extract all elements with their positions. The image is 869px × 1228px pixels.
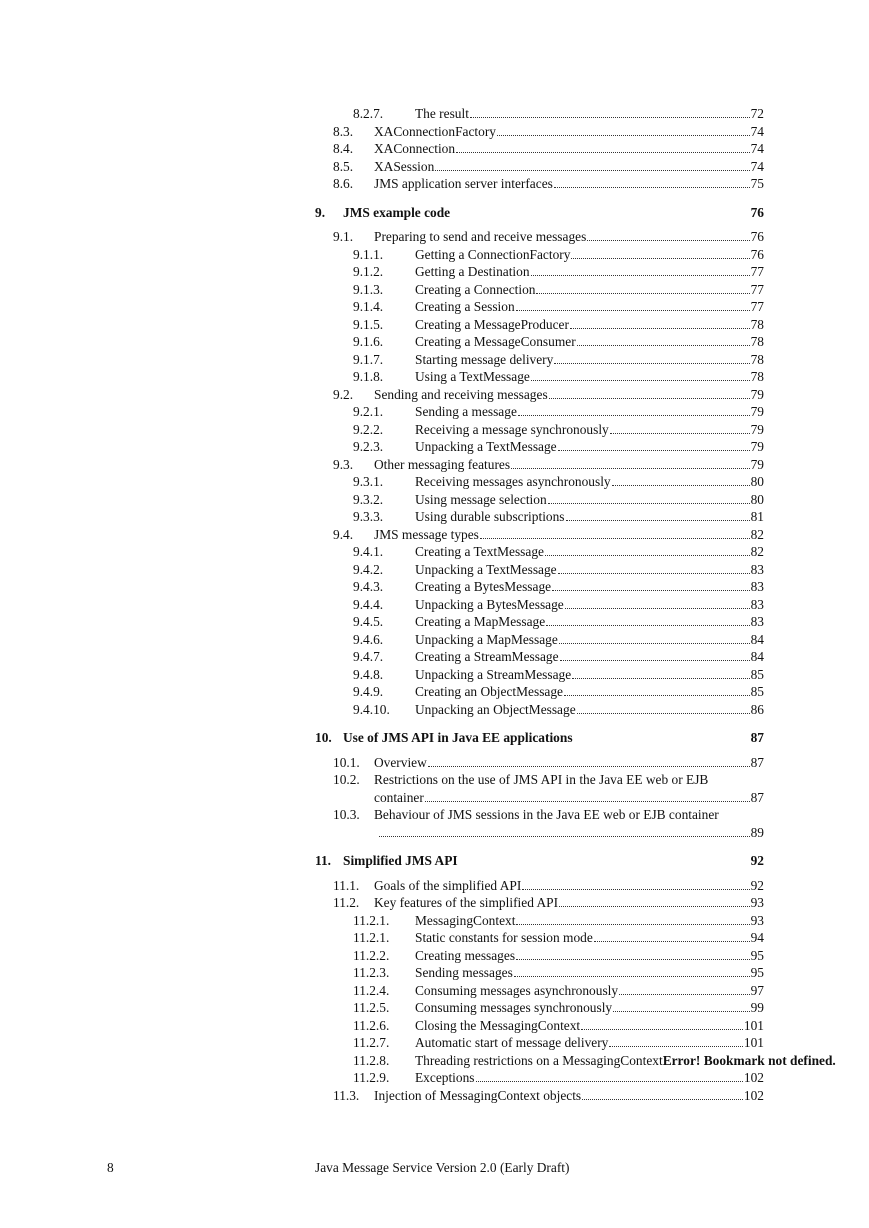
toc-dot-leader	[577, 344, 750, 346]
toc-page-number: 74	[750, 158, 764, 174]
toc-page-number: 101	[743, 1017, 764, 1033]
toc-entry-number: 9.1.8.	[353, 369, 384, 384]
toc-entry-number: 9.2.	[333, 386, 354, 402]
toc-entry-title: Other messaging features	[374, 456, 511, 472]
toc-dot-leader	[480, 537, 750, 539]
toc-entry-title: Overview	[374, 754, 427, 770]
toc-entry-number: 11.2.4.	[353, 982, 390, 998]
toc-entry-title: Exceptions	[415, 1070, 475, 1085]
toc-page-number: 81	[750, 509, 764, 524]
toc-page-number: 86	[750, 701, 764, 717]
toc-entry-number: 9.4.2.	[353, 561, 384, 577]
toc-entry[interactable]	[0, 596, 869, 614]
toc-entry[interactable]	[0, 316, 869, 334]
toc-entry-title: Simplified JMS API	[343, 853, 458, 868]
toc-page-number: 77	[750, 264, 764, 279]
toc-entry[interactable]	[0, 368, 869, 386]
toc-entry[interactable]	[0, 578, 869, 596]
toc-page-number: 87	[750, 789, 764, 805]
toc-section-heading[interactable]	[0, 204, 869, 222]
toc-page-number: 85	[750, 684, 764, 699]
toc-entry[interactable]	[0, 386, 869, 404]
toc-entry-number: 11.2.7.	[353, 1035, 390, 1050]
toc-page-number: 79	[750, 386, 764, 402]
toc-dot-leader	[476, 1080, 743, 1082]
toc-page-number: 79	[750, 439, 764, 454]
toc-entry-number: 8.6.	[333, 176, 354, 191]
toc-entry-number: 11.2.1.	[353, 912, 390, 928]
toc-dot-leader	[456, 151, 750, 153]
toc-entry-number: 11.2.1.	[353, 930, 390, 945]
toc-dot-leader	[558, 449, 750, 451]
toc-entry-number: 9.4.6.	[353, 631, 384, 647]
toc-dot-leader	[572, 677, 749, 679]
toc-entry-title: Starting message delivery	[415, 351, 554, 367]
toc-page-number: 89	[750, 824, 764, 840]
toc-page-number: 78	[750, 334, 764, 349]
toc-entry[interactable]	[0, 666, 869, 684]
toc-dot-leader	[522, 888, 749, 890]
toc-entry-title: Consuming messages asynchronously	[415, 982, 619, 998]
toc-page-number: 92	[750, 853, 764, 868]
toc-dot-leader	[516, 309, 750, 311]
toc-dot-leader	[514, 975, 750, 977]
toc-dot-leader	[516, 923, 749, 925]
toc-entry[interactable]	[0, 964, 869, 982]
toc-entry-title: Preparing to send and receive messages	[374, 229, 587, 244]
toc-entry[interactable]	[0, 561, 869, 579]
toc-entry[interactable]	[0, 473, 869, 491]
toc-entry-number: 9.4.9.	[353, 684, 384, 699]
toc-page-number: 77	[750, 299, 764, 314]
toc-entry-number: 9.1.3.	[353, 281, 384, 297]
toc-entry-number: 10.	[315, 730, 332, 745]
toc-entry-number: 9.1.5.	[353, 316, 384, 332]
toc-entry[interactable]	[0, 403, 869, 421]
toc-page-number: 80	[750, 491, 764, 507]
toc-entry-number: 9.4.8.	[353, 666, 384, 682]
toc-dot-leader	[581, 1028, 743, 1030]
toc-entry-number: 11.3.	[333, 1087, 360, 1103]
toc-page-number: 82	[750, 526, 764, 542]
toc-entry-number: 10.1.	[333, 754, 360, 770]
toc-entry[interactable]	[0, 123, 869, 141]
toc-dot-leader	[564, 694, 750, 696]
toc-page-number: 99	[750, 1000, 764, 1015]
toc-dot-leader	[531, 379, 750, 381]
toc-entry[interactable]	[0, 333, 869, 351]
toc-page-number: 93	[750, 895, 764, 910]
toc-page-number: 76	[750, 204, 764, 220]
toc-entry-number: 9.1.	[333, 229, 354, 244]
toc-entry[interactable]	[0, 158, 869, 176]
toc-entry-number: 8.3.	[333, 123, 354, 139]
toc-bookmark-error: Error! Bookmark not defined.	[662, 1052, 836, 1068]
toc-page-number: 97	[750, 982, 764, 998]
toc-entry-title: Static constants for session mode	[415, 930, 593, 945]
toc-dot-leader	[582, 1098, 743, 1100]
toc-entry-title: Creating a MessageProducer	[415, 316, 569, 332]
toc-page-number: 79	[750, 404, 764, 419]
toc-page-number: 83	[750, 614, 764, 629]
toc-entry-title: Creating messages	[415, 947, 516, 963]
toc-page-number: 84	[750, 649, 764, 664]
toc-dot-leader	[577, 712, 750, 714]
toc-entry[interactable]	[0, 438, 869, 456]
toc-entry-title: Creating an ObjectMessage	[415, 684, 563, 699]
footer-page-number: 8	[107, 1160, 114, 1175]
toc-entry-number: 8.5.	[333, 158, 354, 174]
toc-entry[interactable]	[0, 683, 869, 701]
toc-entry-number: 11.1.	[333, 877, 360, 893]
toc-dot-leader	[554, 186, 750, 188]
toc-entry-title: JMS example code	[343, 204, 451, 220]
toc-dot-leader	[566, 519, 750, 521]
toc-entry[interactable]	[0, 1017, 869, 1035]
toc-entry-number: 9.3.3.	[353, 509, 384, 524]
toc-page-number: 101	[743, 1035, 764, 1050]
toc-entry-number: 10.2.	[333, 772, 360, 787]
toc-entry-number: 9.3.2.	[353, 491, 384, 507]
toc-entry-number: 9.2.3.	[353, 439, 384, 454]
toc-entry-title: MessagingContext	[415, 912, 516, 928]
toc-entry-number: 9.1.4.	[353, 299, 384, 314]
toc-page-number: 95	[750, 947, 764, 963]
toc-page-number: 74	[750, 123, 764, 139]
toc-entry-title: XASession	[374, 158, 435, 174]
toc-dot-leader	[546, 624, 749, 626]
toc-dot-leader	[545, 554, 750, 556]
toc-dot-leader	[559, 905, 750, 907]
toc-entry-title: Unpacking a BytesMessage	[415, 596, 564, 612]
toc-entry-title: The result	[415, 106, 469, 121]
toc-entry-number: 9.4.3.	[353, 579, 384, 594]
toc-entry-number: 11.2.	[333, 895, 360, 910]
toc-dot-leader	[559, 642, 750, 644]
toc-dot-leader	[565, 607, 750, 609]
toc-entry[interactable]	[0, 701, 869, 719]
toc-entry[interactable]	[0, 806, 869, 824]
toc-entry[interactable]	[0, 631, 869, 649]
toc-dot-leader	[548, 502, 750, 504]
toc-entry[interactable]	[0, 543, 869, 561]
toc-entry-title: Automatic start of message delivery	[415, 1035, 609, 1050]
toc-dot-leader	[554, 362, 749, 364]
toc-entry[interactable]	[0, 456, 869, 474]
toc-entry[interactable]	[0, 894, 869, 912]
page-footer	[0, 1158, 869, 1178]
toc-entry-title: Sending a message	[415, 404, 517, 419]
toc-page-number: 83	[750, 596, 764, 612]
toc-entry[interactable]	[0, 246, 869, 264]
toc-entry-title: JMS message types	[374, 526, 479, 542]
toc-page-number: 83	[750, 579, 764, 594]
toc-entry[interactable]	[0, 175, 869, 193]
toc-entry[interactable]	[0, 421, 869, 439]
toc-dot-leader	[558, 572, 750, 574]
toc-entry-title: Injection of MessagingContext objects	[374, 1087, 582, 1103]
toc-entry[interactable]	[0, 929, 869, 947]
toc-entry-number: 11.2.5.	[353, 1000, 390, 1015]
toc-entry-title: Unpacking a MapMessage	[415, 631, 558, 647]
toc-entry-title: Using message selection	[415, 491, 547, 507]
toc-dot-leader	[435, 169, 749, 171]
toc-page-number: 74	[750, 141, 764, 156]
toc-page-number: 95	[750, 965, 764, 980]
toc-page-number: 78	[750, 316, 764, 332]
toc-dot-leader	[610, 432, 750, 434]
toc-entry-title: Unpacking a TextMessage	[415, 439, 557, 454]
toc-entry-title: Using a TextMessage	[415, 369, 530, 384]
toc-entry[interactable]	[0, 1034, 869, 1052]
toc-entry[interactable]	[0, 1069, 869, 1087]
toc-page-number: 82	[750, 544, 764, 559]
toc-entry[interactable]	[0, 491, 869, 509]
toc-entry-number: 8.4.	[333, 141, 354, 156]
toc-entry-number: 11.2.8.	[353, 1052, 390, 1068]
toc-entry[interactable]	[0, 526, 869, 544]
toc-dot-leader	[587, 239, 749, 241]
toc-entry-number: 10.3.	[333, 807, 360, 822]
toc-page-number: 102	[743, 1070, 764, 1085]
toc-entry-number: 9.3.1.	[353, 474, 384, 489]
toc-entry-title: Unpacking a StreamMessage	[415, 666, 572, 682]
toc-entry[interactable]	[0, 140, 869, 158]
toc-entry-title: Key features of the simplified API	[374, 895, 559, 910]
toc-entry-number: 9.1.1.	[353, 246, 384, 262]
toc-page-number: 78	[750, 369, 764, 384]
toc-dot-leader	[516, 958, 750, 960]
toc-entry-title: Closing the MessagingContext	[415, 1017, 581, 1033]
toc-entry-title-continued: container	[374, 789, 424, 805]
toc-entry-title: Unpacking an ObjectMessage	[415, 701, 576, 717]
toc-dot-leader	[536, 292, 749, 294]
toc-dot-leader	[549, 397, 750, 399]
toc-page-number: 102	[743, 1087, 764, 1103]
toc-entry[interactable]	[0, 281, 869, 299]
toc-entry-title: XAConnectionFactory	[374, 123, 496, 139]
toc-dot-leader	[571, 257, 749, 259]
toc-entry[interactable]	[0, 1052, 869, 1070]
toc-entry[interactable]	[0, 1087, 869, 1105]
toc-entry-title: Goals of the simplified API	[374, 877, 522, 893]
toc-page-number: 80	[750, 474, 764, 489]
toc-entry-title: Creating a Connection	[415, 281, 536, 297]
toc-entry-number: 9.1.7.	[353, 351, 384, 367]
toc-entry[interactable]	[0, 228, 869, 246]
toc-page-number: 87	[750, 754, 764, 770]
toc-entry-number: 9.4.1.	[353, 544, 384, 559]
toc-entry-title: Receiving a message synchronously	[415, 421, 609, 437]
toc-entry-number: 9.1.6.	[353, 334, 384, 349]
toc-dot-leader	[531, 274, 750, 276]
toc-entry[interactable]	[0, 613, 869, 631]
toc-page-number: 83	[750, 561, 764, 577]
toc-entry[interactable]	[0, 105, 869, 123]
toc-entry-number: 11.2.6.	[353, 1017, 390, 1033]
toc-entry-title: Creating a BytesMessage	[415, 579, 552, 594]
toc-page-number: 72	[750, 106, 764, 121]
toc-entry[interactable]	[0, 298, 869, 316]
toc-section-heading[interactable]	[0, 852, 869, 870]
toc-dot-leader	[560, 659, 750, 661]
toc-page-number: 87	[750, 730, 764, 745]
toc-entry-number: 11.2.2.	[353, 947, 390, 963]
toc-section-heading[interactable]	[0, 729, 869, 747]
toc-dot-leader	[612, 484, 750, 486]
toc-entry[interactable]	[0, 263, 869, 281]
toc-entry-number: 11.	[315, 853, 331, 868]
toc-dot-leader	[518, 414, 750, 416]
toc-dot-leader	[570, 327, 750, 329]
toc-entry-number: 11.2.9.	[353, 1070, 390, 1085]
footer-document-title: Java Message Service Version 2.0 (Early Draft)	[315, 1160, 570, 1175]
toc-entry-title: Restrictions on the use of JMS API in the Java EE web or EJB	[374, 772, 709, 787]
toc-page-number: 92	[750, 877, 764, 893]
toc-dot-leader	[613, 1010, 749, 1012]
toc-entry-title: Creating a Session	[415, 299, 515, 314]
toc-page-number: 76	[750, 229, 764, 244]
toc-dot-leader	[511, 467, 750, 469]
toc-entry-number: 9.4.5.	[353, 614, 384, 629]
toc-page-number: 75	[750, 176, 764, 191]
toc-entry-number: 9.4.	[333, 526, 354, 542]
toc-entry[interactable]	[0, 508, 869, 526]
toc-entry[interactable]	[0, 947, 869, 965]
toc-entry-continuation[interactable]	[374, 789, 764, 807]
toc-page-number: 93	[750, 912, 764, 928]
toc-dot-leader	[428, 765, 750, 767]
toc-entry-number: 9.2.1.	[353, 404, 384, 419]
toc-entry[interactable]	[0, 351, 869, 369]
toc-entry-number: 9.4.7.	[353, 649, 384, 664]
toc-entry-title: Threading restrictions on a MessagingContext	[415, 1052, 663, 1068]
toc-page-number: 94	[750, 930, 764, 945]
toc-page-number: 85	[750, 666, 764, 682]
toc-page-number: 78	[750, 351, 764, 367]
toc-entry[interactable]	[0, 754, 869, 772]
toc-entry-title: Use of JMS API in Java EE applications	[343, 730, 573, 745]
toc-dot-leader	[552, 589, 750, 591]
toc-entry-number: 9.3.	[333, 456, 354, 472]
toc-dot-leader	[470, 116, 750, 118]
toc-entry-title: Getting a ConnectionFactory	[415, 246, 571, 262]
toc-entry[interactable]	[0, 982, 869, 1000]
toc-entry[interactable]	[0, 877, 869, 895]
toc-page-number: 79	[750, 456, 764, 472]
toc-entry-continuation[interactable]	[378, 824, 764, 842]
toc-page-number: 79	[750, 421, 764, 437]
toc-entry[interactable]	[0, 771, 869, 789]
toc-dot-leader	[425, 800, 750, 802]
toc-dot-leader	[619, 993, 750, 995]
toc-entry-title: Sending messages	[415, 965, 513, 980]
toc-entry-number: 8.2.7.	[353, 106, 384, 121]
toc-entry-title: Creating a TextMessage	[415, 544, 544, 559]
toc-entry-title: Creating a StreamMessage	[415, 649, 559, 664]
toc-entry-number: 9.1.2.	[353, 264, 384, 279]
toc-entry[interactable]	[0, 912, 869, 930]
toc-entry-title: Behaviour of JMS sessions in the Java EE web or EJB container	[374, 807, 719, 822]
toc-entry-title: JMS application server interfaces	[374, 176, 553, 191]
toc-entry-title: Using durable subscriptions	[415, 509, 565, 524]
toc-entry-number: 9.4.4.	[353, 596, 384, 612]
toc-page-number: 76	[750, 246, 764, 262]
toc-entry-title: Sending and receiving messages	[374, 386, 548, 402]
toc-entry-title: Getting a Destination	[415, 264, 530, 279]
toc-page-number: 77	[750, 281, 764, 297]
toc-entry-number: 9.4.10.	[353, 701, 390, 717]
toc-entry-number: 9.2.2.	[353, 421, 384, 437]
toc-entry-number: 11.2.3.	[353, 965, 390, 980]
toc-entry-number: 9.	[315, 204, 326, 220]
toc-page-number: 84	[750, 631, 764, 647]
toc-entry[interactable]	[0, 648, 869, 666]
toc-dot-leader	[497, 134, 750, 136]
toc-dot-leader	[609, 1045, 743, 1047]
toc-entry-title: Creating a MessageConsumer	[415, 334, 576, 349]
toc-entry-title: Receiving messages asynchronously	[415, 474, 611, 489]
toc-dot-leader	[594, 940, 750, 942]
toc-entry-title: XAConnection	[374, 141, 456, 156]
toc-entry[interactable]	[0, 999, 869, 1017]
toc-entry-title: Creating a MapMessage	[415, 614, 546, 629]
toc-entry-title: Consuming messages synchronously	[415, 1000, 613, 1015]
toc-entry-title: Unpacking a TextMessage	[415, 561, 557, 577]
toc-dot-leader	[379, 835, 750, 837]
